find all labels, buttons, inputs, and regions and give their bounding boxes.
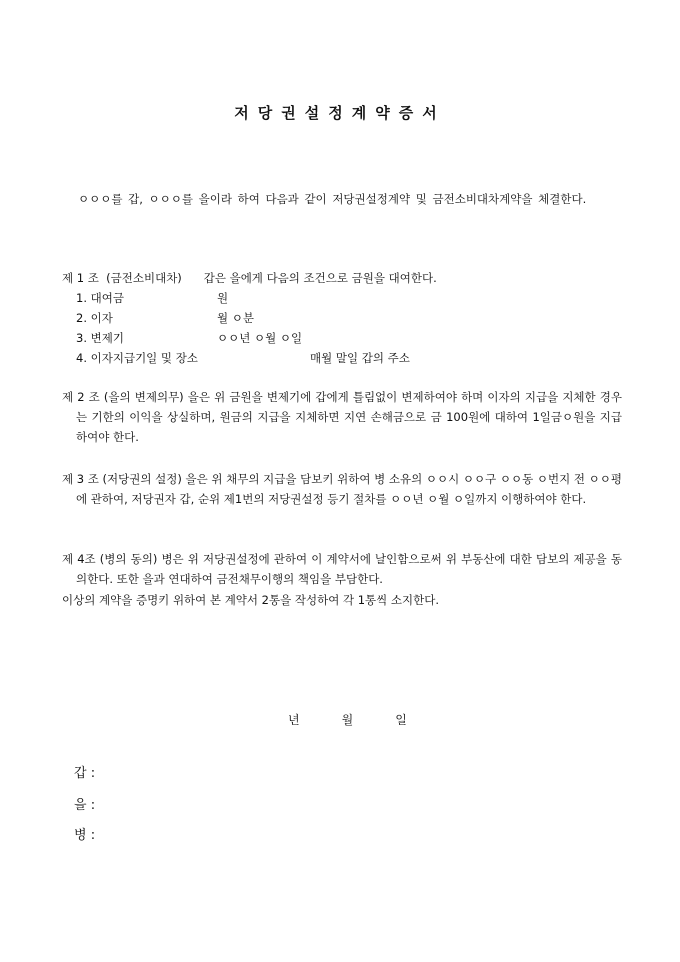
article-1-item [62,308,622,328]
item-value: 원 [217,291,229,305]
article-4 [62,549,622,589]
party-byeong: 병 : [74,828,96,843]
intro-paragraph: ㅇㅇㅇ를 갑, ㅇㅇㅇ를 을이라 하여 다음과 같이 저당권설정계약 및 금전소비대차계약을 체결한다. [78,192,587,206]
article-2 [62,387,622,447]
item-value: 월 ㅇ분 [217,311,254,325]
article-2-text: 제 2 조 (을의 변제의무) 을은 위 금원을 변제기에 갑에게 틀림없이 변제하여야 하며 이자의 지급을 지체한 경우는 기한의 이익을 상실하며, 원금의 지급을 지체하면 지연 손해금으로 금 100원에 대하여 1일금ㅇ원을 지급하여야 한다. [62,390,622,444]
item-value: ㅇㅇ년 ㅇ월 ㅇ일 [217,331,303,345]
article-1-item [62,288,622,308]
article-4-text: 제 4조 (병의 동의) 병은 위 저당권설정에 관하여 이 계약서에 날인함으로써 위 부동산에 대한 담보의 제공을 동의한다. 또한 을과 연대하여 금전채무이행의 책임을 부담한다. [62,552,622,586]
item-label: 2. 이자 [76,311,113,325]
document-title: 저당권설정계약증서 [234,104,446,122]
party-eul: 을 : [74,798,96,813]
item-label: 1. 대여금 [76,291,124,305]
closing-text: 이상의 계약을 증명키 위하여 본 계약서 2통을 작성하여 각 1통씩 소지한다. [62,593,440,607]
article-3-text: 제 3 조 (저당권의 설정) 을은 위 채무의 지급을 담보키 위하여 병 소유의 ㅇㅇ시 ㅇㅇ구 ㅇㅇ동 ㅇ번지 전 ㅇㅇ평에 관하여, 저당권자 갑, 순위 제1번의 저당권설정 등기 절차를 ㅇㅇ년 ㅇ월 ㅇ일까지 이행하여야 한다. [62,472,622,506]
item-value: 매월 말일 갑의 주소 [310,351,410,365]
article-1-item [62,348,622,368]
date-month: 월 [341,713,354,727]
item-label: 4. 이자지급기일 및 장소 [76,351,198,365]
party-gap: 갑 : [74,766,96,781]
date-year: 년 [288,713,300,727]
article-1-item [62,328,622,348]
closing-statement [62,590,622,610]
article-3 [62,469,622,509]
article-1 [62,268,622,368]
article-1-heading: 제 1 조 (금전소비대차) 갑은 을에게 다음의 조건으로 금원을 대여한다. [62,271,437,285]
contract-date [288,711,407,728]
date-day: 일 [395,713,407,727]
item-label: 3. 변제기 [76,331,124,345]
